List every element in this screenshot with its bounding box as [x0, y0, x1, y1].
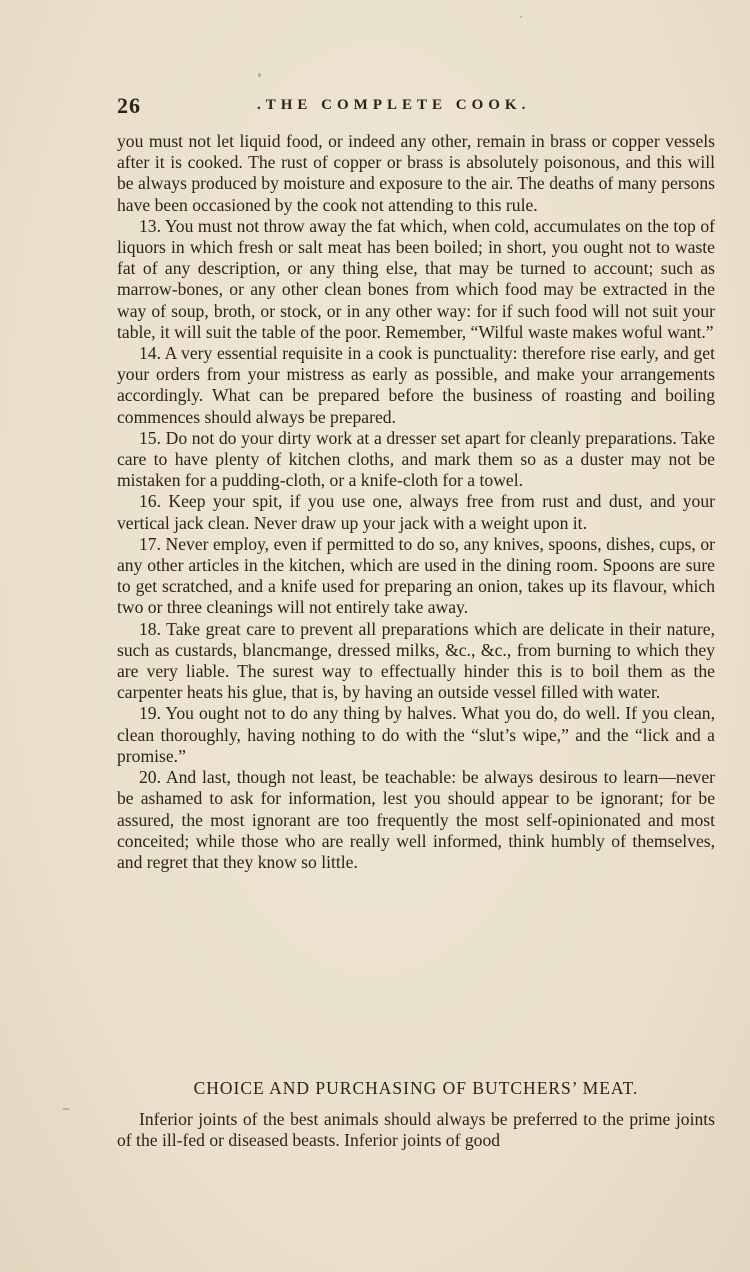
- paragraph-16: 16. Keep your spit, if you use one, always free from rust and dust, and your vertical jack clean. Never draw up your jack with a weight upon it.: [117, 491, 715, 533]
- paragraph-14: 14. A very essential requisite in a cook is punctuality: therefore rise early, and get your orders from your mistress as early as possible, and make your arrangements accordingly. What can be prepared before the business of roasting and boiling commences should always be prepared.: [117, 343, 715, 427]
- body-text: [117, 131, 715, 873]
- paper-speck: [62, 1108, 70, 1110]
- section-paragraph: Inferior joints of the best animals should always be preferred to the prime joints of the ill-fed or diseased beasts. Inferior joints of good: [117, 1109, 715, 1151]
- paragraph-17: 17. Never employ, even if permitted to do so, any knives, spoons, dishes, cups, or any other articles in the kitchen, which are used in the dining room. Spoons are sure to get scratched, and a knife used for preparing an onion, takes up its flavour, which two or three cleanings will not entirely take away.: [117, 533, 715, 618]
- paragraph-15: 15. Do not do your dirty work at a dresser set apart for cleanly preparations. Take care to have plenty of kitchen cloths, and mark them so as a duster may not be mistaken for a pudding-cloth, or a knife-cloth for a towel.: [117, 427, 715, 491]
- page-header: [117, 93, 717, 123]
- paragraph-20: 20. And last, though not least, be teachable: be always desirous to learn—never be ashamed to ask for information, lest you should appear to be ignorant; for be assured, the most ignorant are too frequently the most self-opinionated and most conceited; while those who are really well informed, think humbly of themselves, and regret that they know so little.: [117, 767, 715, 872]
- paragraph-intro: you must not let liquid food, or indeed any other, remain in brass or copper vessels after it is cooked. The rust of copper or brass is absolutely poisonous, and this will be always produced by moisture and exposure to the air. The deaths of many persons have been occasioned by the cook not attending to this rule.: [117, 131, 715, 215]
- section-text: [117, 1109, 715, 1151]
- running-head: .THE COMPLETE COOK.: [257, 97, 531, 113]
- section-heading: CHOICE AND PURCHASING OF BUTCHERS’ MEAT.: [193, 1078, 639, 1098]
- paragraph-19: 19. You ought not to do any thing by halves. What you do, do well. If you clean, clean thoroughly, having nothing to do with the “slut’s wipe,” and the “lick and a promise.”: [117, 703, 715, 766]
- page-number: 26: [117, 93, 141, 118]
- paragraph-18: 18. Take great care to prevent all preparations which are delicate in their nature, such as custards, blancmange, dressed milks, &c., &c., from burning to which they are very liable. The surest way to effectually hinder this is to boil them as the carpenter heats his glue, that is, by having an outside vessel filled with water.: [117, 618, 715, 703]
- paper-speck: [258, 73, 261, 77]
- paper-speck: [520, 16, 522, 18]
- paragraph-13: 13. You must not throw away the fat which, when cold, accumulates on the top of liquors in which fresh or salt meat has been boiled; in short, you ought not to waste fat of any description, or any thing else, that may be turned to account; such as marrow-bones, or any other clean bones from which food may be extracted in the way of soup, broth, or stock, or in any other way: for if such food will not suit your table, it will suit the table of the poor. Remember, “Wilful waste makes woful want.”: [117, 215, 715, 342]
